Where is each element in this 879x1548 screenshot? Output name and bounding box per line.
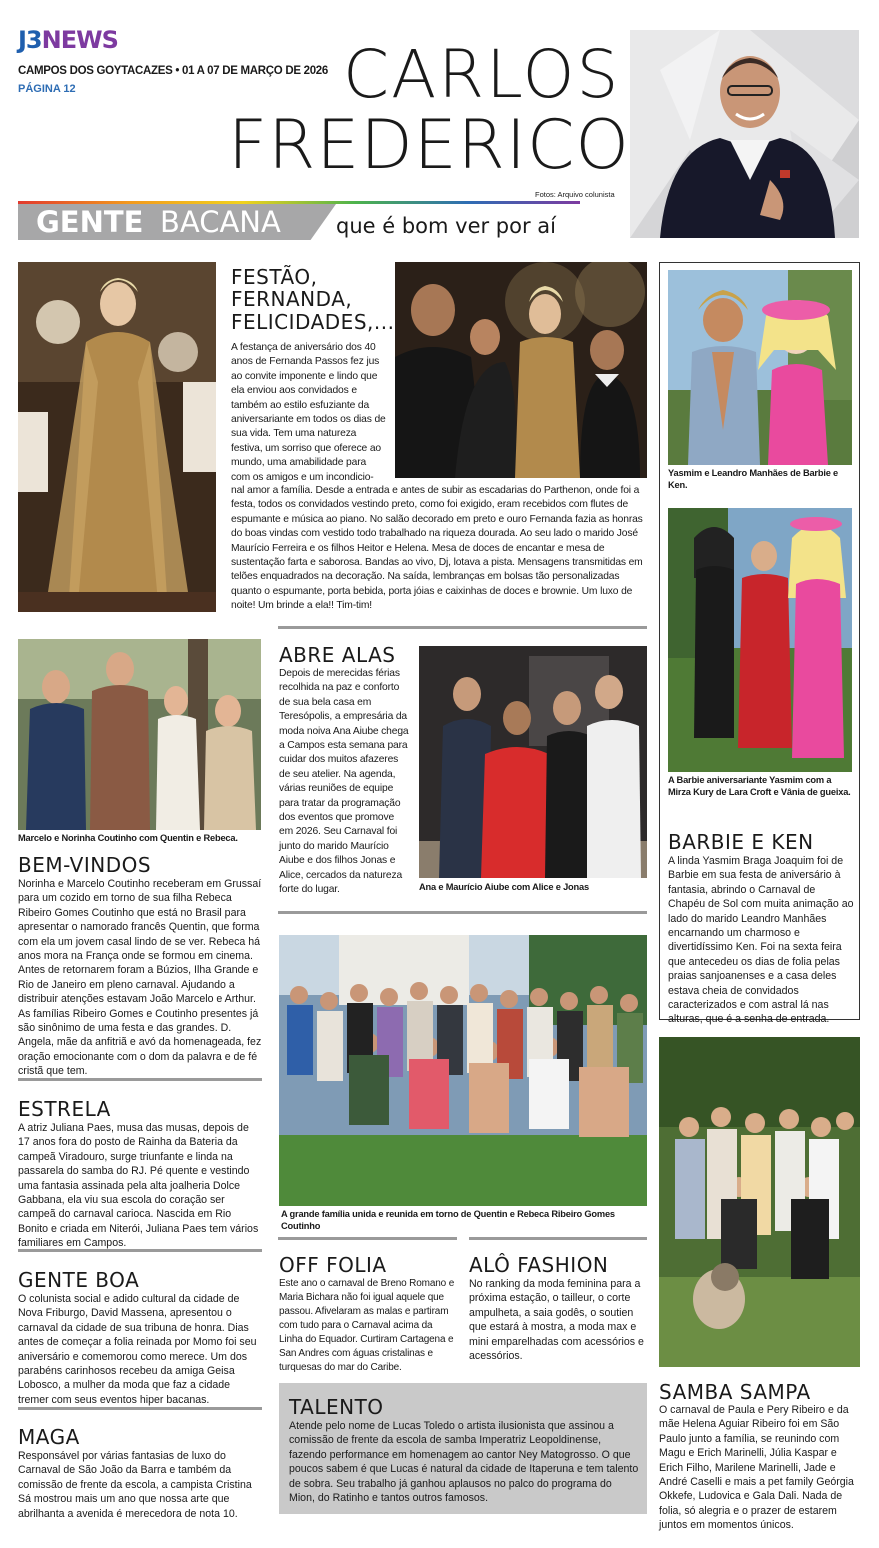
maga-body: Responsável por várias fantasias de luxo do Carnaval de São João da Barra e também da comissão de frente da escola, a campista Cristina Sá mostrou mais um ano que nossa arte que abrilhanta a avenida é merecedora de nota 10.	[18, 1450, 252, 1520]
divider	[278, 1237, 457, 1240]
page-label: PÁGINA 12	[18, 83, 76, 95]
bem-vindos-body: Norinha e Marcelo Coutinho receberam em Grussaí para um cozido em torno de sua filha Rebeca Ribeiro Gomes Coutinho que está no Brasil para apresentar o namorado francês Quentin, que forma com ela um jovem casal lindo de se ver. Rebeca há anos mora na França onde se formou em cinema. Antes de retornarem foram a Búzios, Ilha Grande e Rio de Janeiro em pleno carnaval. Ajudando a distribuir atenções estavam João Marcelo e Arthur. As famílias Ribeiro Gomes e Coutinho presentes já são sinônimo de uma festa e das grandes. D. Angela, mãe da anfitriã e avó da homenageada, fez oração emocionante com o dom da palavra e de fé cristã que tem.	[18, 878, 262, 1078]
columnist-last-name: FREDERICO	[228, 106, 630, 185]
familia-caption: A grande família unida e reunida em torno de Quentin e Rebeca Ribeiro Gomes Coutinho	[281, 1209, 615, 1231]
off-folia-title: OFF FOLIA	[279, 1253, 387, 1277]
big-family-photo	[279, 935, 647, 1206]
aiube-family-photo	[419, 646, 647, 878]
festao-title: FESTÃO, FERNANDA, FELICIDADES,...	[231, 265, 395, 334]
estrela-title: ESTRELA	[18, 1097, 111, 1121]
alo-fashion-title: ALÔ FASHION	[469, 1253, 609, 1277]
section-title-light: BACANA	[160, 205, 281, 239]
logo-j3: J3	[18, 26, 42, 54]
divider	[278, 911, 647, 914]
columnist-photo	[630, 30, 859, 238]
section-tagline: que é bom ver por aí	[336, 214, 556, 238]
barbie-party-photo	[668, 508, 852, 772]
bem-vindos-title: BEM-VINDOS	[18, 853, 152, 877]
off-folia-body: Este ano o carnaval de Breno Romano e Maria Bichara não foi igual aquele que passou. Afivelaram as malas e partiram com tudo para o Carnaval acima da Linha do Equador. Curtiram Cartagena e San Andres com águas cristalinas e turquesas do mar do Caribe.	[279, 1278, 455, 1373]
barbie-caption-2: A Barbie aniversariante Yasmim com a Mirza Kury de Lara Croft e Vânia de gueixa.	[668, 775, 851, 797]
barbie-ken-photo	[668, 270, 852, 465]
bem-vindos-caption: Marcelo e Norinha Coutinho com Quentin e Rebeca.	[18, 833, 238, 843]
fernanda-family-photo	[395, 262, 647, 478]
maga-title: MAGA	[18, 1425, 80, 1449]
barbie-ken-body: A linda Yasmim Braga Joaquim foi de Barbie em sua festa de aniversário à fantasia, abrindo o Carnaval de Chapéu de Sol com muita animação ao lado do marido Leandro Manhães encarnando um charmoso e divertidíssimo Ken. Foi na sexta feira que antecedeu os dias de folia pelas praias sanjoanenses e a casa deles estava cheia de convidados caracterizados e com astral lá nas alturas, que é a senha de entrada.	[668, 855, 854, 1026]
abre-alas-caption: Ana e Maurício Aiube com Alice e Jonas	[419, 882, 589, 892]
section-title-bold: GENTE	[36, 205, 144, 239]
edition-line: CAMPOS DOS GOYTACAZES • 01 A 07 DE MARÇO DE 2026	[18, 65, 328, 77]
festao-body-narrow: A festança de aniversário dos 40 anos de Fernanda Passos fez jus ao convite imponente e lindo que ela enviou aos convidados e também ao estilo esfuziante da aniversariante em todos os dias de sua vida. Tem uma natureza festiva, um sorriso que oferece ao mundo, uma amabilidade para com os amigos e um incondicio-	[231, 342, 386, 483]
abre-alas-body: Depois de merecidas férias recolhida na paz e conforto de sua bela casa em Teresópolis, a empresária da moda noiva Ana Aiube chega a Campos esta semana para cuidar dos muitos afazeres de seu atelier. Na agenda, várias reuniões de equipe para tratar da programação dos eventos que promove em 2026. Seu Carnaval foi junto do marido Maurício Aiube e dos filhos Jonas e Alice, cercados da natureza forte do lugar.	[279, 668, 409, 896]
gente-boa-body: O colunista social e adido cultural da cidade de Nova Friburgo, David Massena, apresentou o carnaval da cidade de sua tribuna de honra. Dias antes de começar a folia reinada por Momo foi seu aniversário e comemorou como merece. Um dos parabéns carinhosos recebeu da amiga Geisa Lobosco, a mulher da moda que faz a cidade tremer com seus eventos hiper bacanas.	[18, 1293, 257, 1406]
logo[interactable]	[18, 26, 118, 54]
alo-fashion-body: No ranking da moda feminina para a próxima estação, o tailleur, o corte ampulheta, a saia godês, o soutien que estará à mostra, a moda max e mini emparelhadas com acessórios e acessórios.	[469, 1278, 644, 1363]
coutinho-photo	[18, 639, 261, 830]
samba-sampa-title: SAMBA SAMPA	[659, 1380, 811, 1404]
columnist-first-name: CARLOS	[343, 36, 621, 113]
rainbow-line	[18, 201, 580, 204]
talento-body: Atende pelo nome de Lucas Toledo o artista ilusionista que assinou a comissão de frente da escola de samba Imperatriz Leopoldinense, fazendo performance em homenagem ao cantor Ney Matogrosso. O que poucos sabem é que Lucas é natural da cidade de Itaperuna e tem talento de sobra. Seu trabalho já ganhou aplausos no palco do programa do Mion, do Ratinho e tantos outros famosos.	[289, 1420, 639, 1505]
abre-alas-title: ABRE ALAS	[279, 643, 396, 667]
samba-sampa-photo	[659, 1037, 860, 1367]
divider	[18, 1407, 262, 1410]
talento-title: TALENTO	[289, 1395, 384, 1419]
divider	[469, 1237, 647, 1240]
estrela-body: A atriz Juliana Paes, musa das musas, depois de 17 anos fora do posto de Rainha da Bateria da campeã Viradouro, surge triunfante e linda na passarela do samba do RJ. Pé quente e vestindo uma fantasia assinada pela alta joalheria Dolce Gabbana, ela viu sua escola do coração ser campeã do carnaval carioca. Nascida em Rio Bonito e criada em Niterói, Juliana Paes tem vários familiares em Campos.	[18, 1122, 259, 1250]
gente-boa-title: GENTE BOA	[18, 1268, 140, 1292]
divider	[18, 1078, 262, 1081]
photo-credit: Fotos: Arquivo colunista	[535, 190, 615, 199]
barbie-ken-title: BARBIE E KEN	[668, 830, 814, 854]
fernanda-portrait-photo	[18, 262, 216, 612]
samba-sampa-body: O carnaval de Paula e Pery Ribeiro e da mãe Helena Aguiar Ribeiro foi em São Paulo junto a família, se reunindo com Magu e Erich Marinelli, Júlia Kaspar e Erich Filho, Marilene Marinelli, Jade e André Caselli e mais a pet family Geórgia Okkefe, Ludovica e Gala Dali. Nada de folia, só alegria e o prazer de estarem juntos em momentos únicos.	[659, 1404, 854, 1532]
barbie-caption-1: Yasmim e Leandro Manhães de Barbie e Ken.	[668, 468, 839, 490]
divider	[278, 626, 647, 629]
logo-news: NEWS	[41, 26, 118, 54]
divider	[18, 1249, 262, 1252]
festao-body-wide: nal amor a família. Desde a entrada e antes de subir as escadarias do Parthenon, onde foi a festa, todos os convidados vestindo preto, como foi exigido, eram recebidos com flutes de espumante e música ao piano. No salão decorado em preto e ouro Fernanda fazia as honras do boas vindas com vestido todo trabalhado na riqueza dourada. Ao seu lado o marido José Maurício Ferreira e os filhos Heitor e Helena. Mesa de doces de encantar e mesa de sustentação farta e saborosa. Bandas ao vivo, Dj, lotava a pista. Mensagens transmitidas em telões enquadrados na decoração. Na saída, lembranças em bolsas tão personalizadas quanto o espumante, porta bebida, porta jóias e caixinhas de doces e brownie. Um luxo de noite! Um brinde a ela!! Tim-tim!	[231, 485, 643, 612]
